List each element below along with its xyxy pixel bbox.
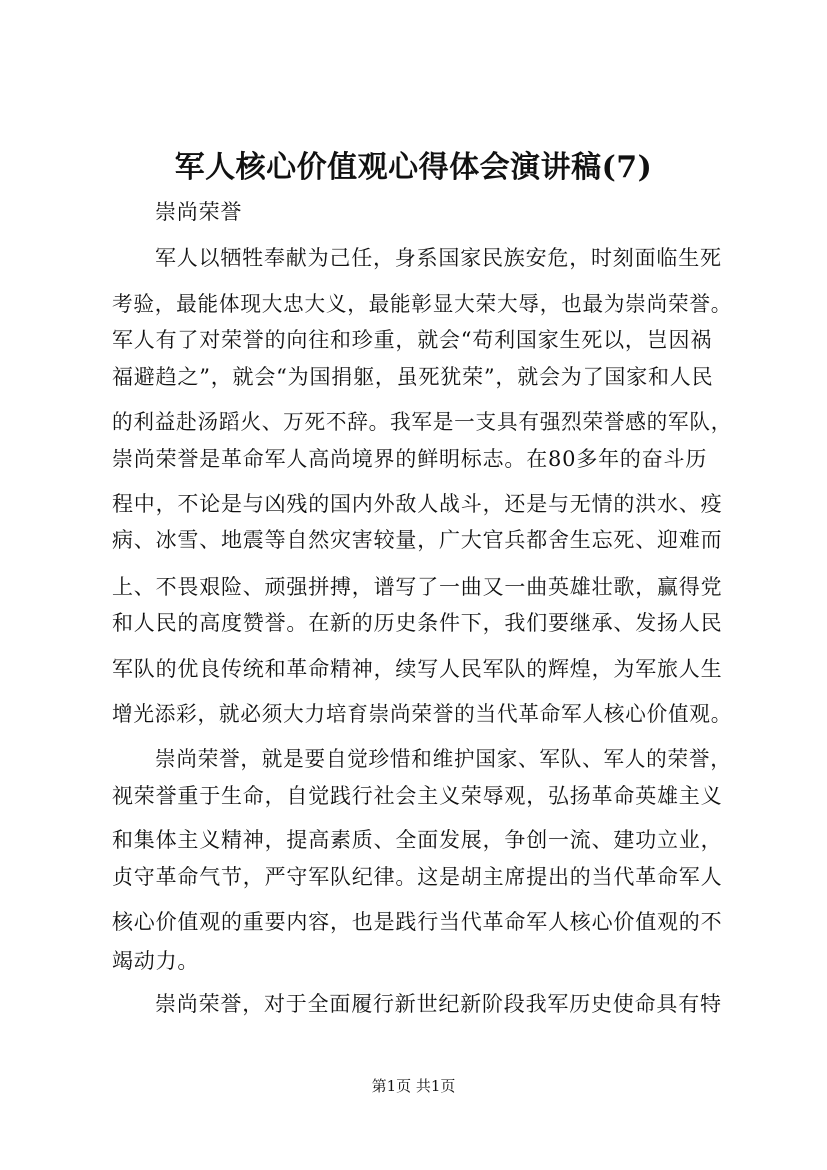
- paragraph-line: 竭动力。: [112, 949, 200, 973]
- paragraph-line: 军队的优良传统和革命精神，续写人民军队的辉煌，为军旅人生: [112, 657, 723, 681]
- paragraph-line: 崇尚荣誉，就是要自觉珍惜和维护国家、军队、军人的荣誉，: [155, 747, 732, 771]
- paragraph-line: 崇尚荣誉，对于全面履行新世纪新阶段我军历史使命具有特: [155, 992, 722, 1016]
- paragraph-line: 核心价值观的重要内容，也是践行当代革命军人核心价值观的不: [112, 910, 723, 934]
- document-title: 军人核心价值观心得体会演讲稿(7): [174, 150, 653, 185]
- paragraph-line: 贞守革命气节，严守军队纪律。这是胡主席提出的当代革命军人: [112, 865, 723, 889]
- paragraph-line: 上、不畏艰险、顽强拼搏，谱写了一曲又一曲英雄壮歌，赢得党: [112, 575, 723, 599]
- paragraph-line: 病、冰雪、地震等自然灾害较量，广大官兵都舍生忘死、迎难而: [112, 528, 723, 552]
- paragraph-line: 和集体主义精神，提高素质、全面发展，争创一流、建功立业，: [112, 828, 723, 852]
- paragraph-line: 军人有了对荣誉的向往和珍重，就会“苟利国家生死以，岂因祸: [112, 328, 713, 352]
- paragraph-line: 福避趋之”，就会“为国捐躯，虽死犹荣”，就会为了国家和人民: [112, 365, 714, 389]
- section-heading: 崇尚荣誉: [155, 200, 243, 224]
- paragraph-line: 和人民的高度赞誉。在新的历史条件下，我们要继承、发扬人民: [112, 611, 723, 635]
- paragraph-line: 军人以牺牲奉献为己任，身系国家民族安危，时刻面临生死: [155, 246, 722, 270]
- paragraph-line: 增光添彩，就必须大力培育崇尚荣誉的当代革命军人核心价值观。: [112, 702, 733, 726]
- page-number: 第1页 共1页: [371, 1077, 456, 1095]
- paragraph-line: 考验，最能体现大忠大义，最能彰显大荣大辱，也最为崇尚荣誉。: [112, 292, 733, 316]
- paragraph-line: 崇尚荣誉是革命军人高尚境界的鲜明标志。在80多年的奋斗历: [112, 447, 708, 471]
- paragraph-line: 程中，不论是与凶残的国内外敌人战斗，还是与无情的洪水、疫: [112, 492, 723, 516]
- paragraph-line: 的利益赴汤蹈火、万死不辞。我军是一支具有强烈荣誉感的军队，: [112, 410, 733, 434]
- paragraph-line: 视荣誉重于生命，自觉践行社会主义荣辱观，弘扬革命英雄主义: [112, 784, 723, 808]
